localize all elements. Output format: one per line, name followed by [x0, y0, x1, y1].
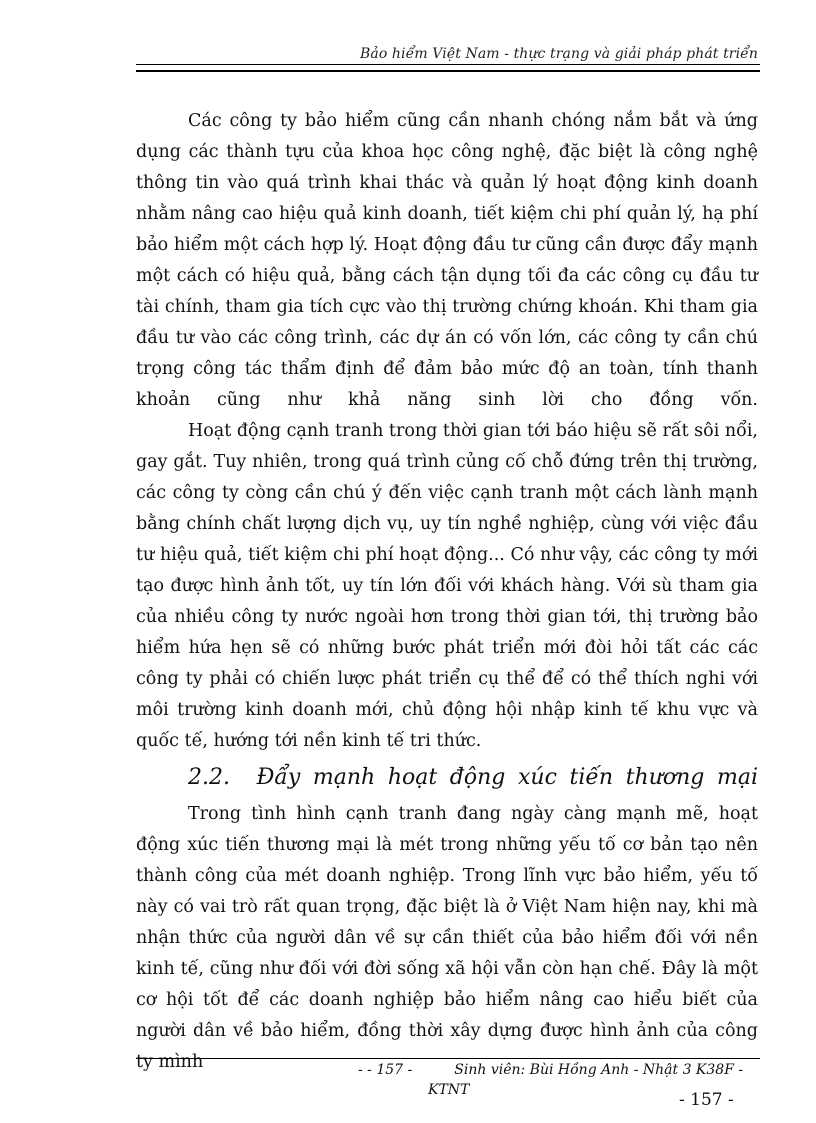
- page-number: - 157 -: [679, 1090, 734, 1110]
- document-body: [136, 106, 758, 1078]
- footer-info: [358, 1062, 743, 1078]
- section-number: 2.2.: [188, 765, 230, 790]
- section-heading: [136, 761, 758, 795]
- footer-page-label: - - 157 -: [358, 1062, 413, 1078]
- paragraph-2: Hoạt động cạnh tranh trong thời gian tới báo hiệu sẽ rất sôi nổi, gay gắt. Tuy nhiên, trong quá trình củng cố chỗ đứng trên thị trường, các công ty còng cần chú ý đến việc cạnh tranh một cách lành mạnh bằng chính chất lượng dịch vụ, uy tín nghề nghiệp, cùng với việc đầu tư hiệu quả, tiết kiệm chi phí hoạt động... Có như vậy, các công ty mới tạo được hình ảnh tốt, uy tín lớn đối với khách hàng. Với sù tham gia của nhiều công ty nước ngoài hơn trong thời gian tới, thị trường bảo hiểm hứa hẹn sẽ có những bước phát triển mới đòi hỏi tất các các công ty phải có chiến lược phát triển cụ thể để có thể thích nghi với môi trường kinh doanh mới, chủ động hội nhập kinh tế khu vực và quốc tế, hướng tới nền kinh tế tri thức.: [136, 421, 758, 751]
- footer-student-continued: KTNT: [428, 1082, 470, 1098]
- header-double-rule: [136, 64, 760, 72]
- running-header-title: Bảo hiểm Việt Nam - thực trạng và giải pháp phát triển: [360, 46, 758, 62]
- footer-student: Sinh viên: Bùi Hồng Anh - Nhật 3 K38F -: [454, 1062, 744, 1078]
- footer-rule: [136, 1058, 760, 1059]
- paragraph-1: Các công ty bảo hiểm cũng cần nhanh chóng nắm bắt và ứng dụng các thành tựu của khoa học công nghệ, đặc biệt là công nghệ thông tin vào quá trình khai thác và quản lý hoạt động kinh doanh nhằm nâng cao hiệu quả kinh doanh, tiết kiệm chi phí quản lý, hạ phí bảo hiểm một cách hợp lý. Hoạt động đầu tư cũng cần được đẩy mạnh một cách có hiệu quả, bằng cách tận dụng tối đa các công cụ đầu tư tài chính, tham gia tích cực vào thị trường chứng khoán. Khi tham gia đầu tư vào các công trình, các dự án có vốn lớn, các công ty cần chú trọng công tác thẩm định để đảm bảo mức độ an toàn, tính thanh khoản cũng như khả năng sinh lời cho đồng vốn.: [136, 111, 758, 410]
- section-title: Đẩy mạnh hoạt động xúc tiến thương mại: [256, 765, 758, 790]
- paragraph-3: Trong tình hình cạnh tranh đang ngày càng mạnh mẽ, hoạt động xúc tiến thương mại là mét trong những yếu tố cơ bản tạo nên thành công của mét doanh nghiệp. Trong lĩnh vực bảo hiểm, yếu tố này có vai trò rất quan trọng, đặc biệt là ở Việt Nam hiện nay, khi mà nhận thức của người dân về sự cần thiết của bảo hiểm đối với nền kinh tế, cũng như đối với đời sống xã hội vẫn còn hạn chế. Đây là một cơ hội tốt để các doanh nghiệp bảo hiểm nâng cao hiểu biết của người dân về bảo hiểm, đồng thời xây dựng được hình ảnh của công ty mình: [136, 804, 758, 1072]
